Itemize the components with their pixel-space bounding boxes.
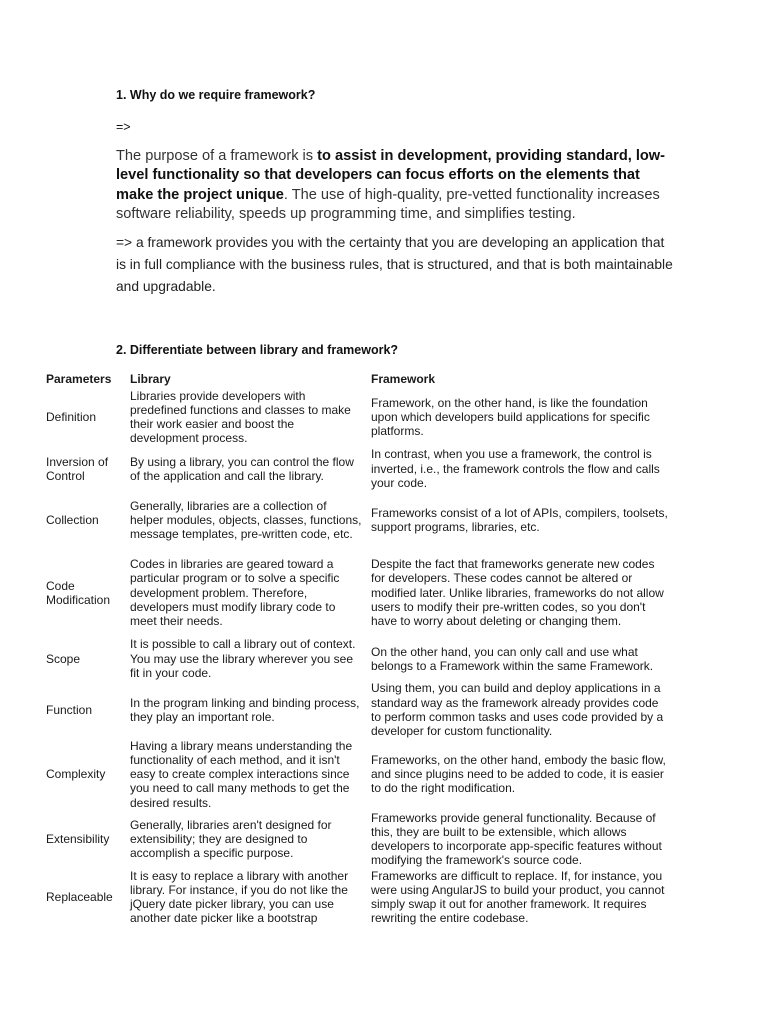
framework-purpose-paragraph [116, 147, 676, 224]
row-framework-cell: Despite the fact that frameworks generate new codes for developers. These codes cannot be altered or modified later. Unlike libraries, frameworks do not allow users to modify their pre-written codes, so you don't have to worry about deleting or changing them. [371, 557, 664, 628]
question-2-heading: 2. Differentiate between library and framework? [116, 343, 399, 357]
row-parameter: Definition [46, 410, 97, 425]
purpose-lead-text: The purpose of a framework is [116, 148, 318, 164]
table-row [40, 491, 672, 549]
table-row [40, 681, 672, 738]
row-library-cell: By using a library, you can control the flow of the application and call the library. [130, 454, 354, 483]
header-parameters: Parameters [46, 372, 112, 386]
table-row [40, 446, 672, 491]
row-framework-cell: In contrast, when you use a framework, the control is inverted, i.e., the framework controls the flow and calls your code. [371, 447, 660, 490]
header-framework: Framework [371, 372, 436, 386]
purpose-bold-text: to assist in development, providing standard, low-level functionality so that developers can focus efforts on the elements that make the project unique [116, 148, 666, 203]
row-parameter: Inversion of Control [46, 454, 109, 483]
table-row [40, 810, 672, 868]
row-framework-cell: Frameworks, on the other hand, embody the basic flow, and since plugins need to be added to code, it is easier to do the right modification. [371, 752, 666, 796]
row-framework-cell: Frameworks consist of a lot of APIs, compilers, toolsets, support programs, libraries, etc. [371, 506, 668, 535]
row-parameter: Replaceable [46, 890, 113, 905]
row-framework-cell: Using them, you can build and deploy applications in a standard way as the framework already provides code to perform common tasks and uses code provided by a developer for custom functionality. [371, 681, 664, 738]
row-library-cell: It is possible to call a library out of context. You may use the library wherever you see fit in your code. [130, 637, 356, 680]
row-parameter: Function [46, 702, 93, 717]
purpose-rest-text: . The use of high-quality, pre-vetted functionality increases software reliability, speeds up programming time, and simplifies testing. [116, 186, 660, 222]
row-library-cell: In the program linking and binding process, they play an important role. [130, 695, 360, 724]
row-parameter: Code Modification [46, 578, 111, 607]
table-row [40, 549, 672, 636]
table-row [40, 388, 672, 446]
row-parameter: Scope [46, 651, 81, 666]
table-row [40, 636, 672, 681]
row-library-cell: Generally, libraries are a collection of helper modules, objects, classes, functions, message templates, pre-written code, etc. [130, 498, 362, 542]
row-parameter: Extensibility [46, 832, 110, 847]
answer-arrow: => [116, 120, 131, 134]
framework-certainty-paragraph: => a framework provides you with the certainty that you are developing an application that is in full compliance with the business rules, that is structured, and that is both maintainable and upgradable. [116, 235, 673, 294]
row-library-cell: Generally, libraries aren't designed for extensibility; they are designed to accomplish a specific purpose. [130, 817, 332, 861]
row-framework-cell: Frameworks are difficult to replace. If, for instance, you were using AngularJS to build your product, you cannot simply swap it out for another framework. It requires rewriting the entire codebase. [371, 868, 665, 926]
row-framework-cell: On the other hand, you can only call and use what belongs to a Framework within the same Framework. [371, 644, 654, 673]
question-1-heading: 1. Why do we require framework? [116, 88, 316, 102]
library-vs-framework-table [40, 369, 672, 926]
row-framework-cell: Framework, on the other hand, is like the foundation upon which developers build applications for specific platforms. [371, 395, 650, 439]
row-library-cell: Libraries provide developers with predefined functions and classes to make their work easier and boost the development process. [130, 388, 351, 446]
table-header-row [40, 369, 672, 388]
table-row [40, 738, 672, 810]
header-library: Library [130, 372, 171, 386]
row-library-cell: Codes in libraries are geared toward a particular program or to solve a specific development problem. Therefore, developers must modify library code to meet their needs. [130, 557, 340, 628]
row-framework-cell: Frameworks provide general functionality. Because of this, they are built to be extensible, which allows developers to incorporate app-specific features without modifying the framework's source code. [371, 810, 662, 868]
row-parameter: Collection [46, 513, 99, 528]
row-library-cell: Having a library means understanding the functionality of each method, and it isn't easy to create complex interactions since you need to call many methods to get the desired results. [130, 738, 353, 810]
row-library-cell: It is easy to replace a library with another library. For instance, if you do not like the jQuery date picker library, you can use another date picker like a bootstrap [130, 868, 349, 926]
table-row [40, 868, 672, 926]
row-parameter: Complexity [46, 767, 106, 782]
